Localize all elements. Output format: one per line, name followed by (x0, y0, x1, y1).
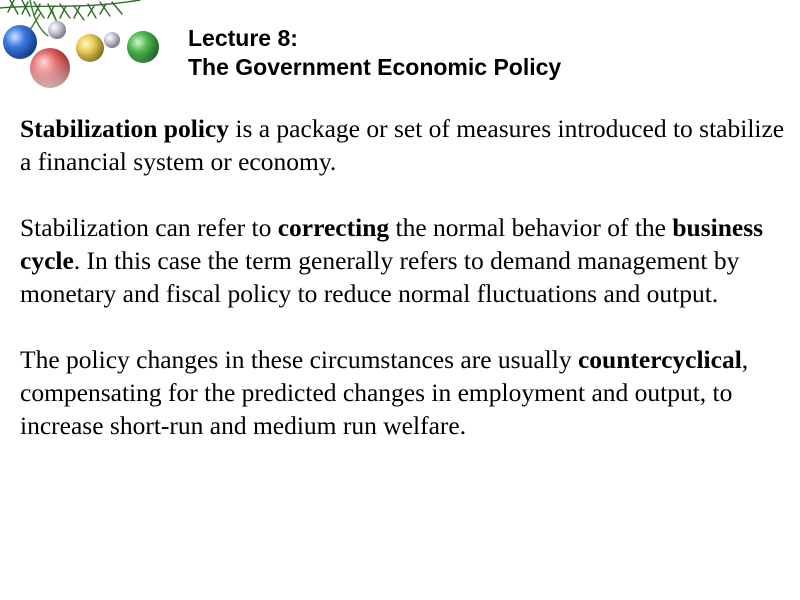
paragraph-2-mid: the normal behavior of the (389, 213, 673, 242)
term-stabilization-policy: Stabilization policy (20, 114, 229, 143)
paragraph-2 (20, 211, 790, 310)
ornament-silver-icon (48, 21, 66, 39)
title-line-1: Lecture 8: (188, 25, 298, 51)
ornament-blue-icon (3, 25, 37, 59)
slide-title (188, 24, 561, 82)
term-correcting: correcting (277, 213, 390, 242)
term-countercyclical: countercyclical (577, 345, 742, 374)
slide-body (20, 112, 790, 475)
paragraph-1-text: is a package or set of measures introduced to stabilize a financial system or economy. (20, 114, 785, 176)
term-business-cycle: business cycle (20, 213, 764, 275)
ornament-silver-small-icon (104, 32, 120, 48)
paragraph-1 (20, 112, 790, 178)
christmas-ornament-decoration (0, 0, 175, 100)
paragraph-2-post: . In this case the term generally refers to demand management by monetary and fiscal policy to reduce normal fluctuations and output. (20, 246, 740, 308)
paragraph-3-pre: The policy changes in these circumstances are usually (20, 345, 578, 374)
title-line-2: The Government Economic Policy (188, 54, 562, 80)
paragraph-3-post: , compensating for the predicted changes in employment and output, to increase short-run and medium run welfare. (20, 345, 749, 440)
paragraph-3 (20, 343, 790, 442)
paragraph-2-pre: Stabilization can refer to (20, 213, 278, 242)
